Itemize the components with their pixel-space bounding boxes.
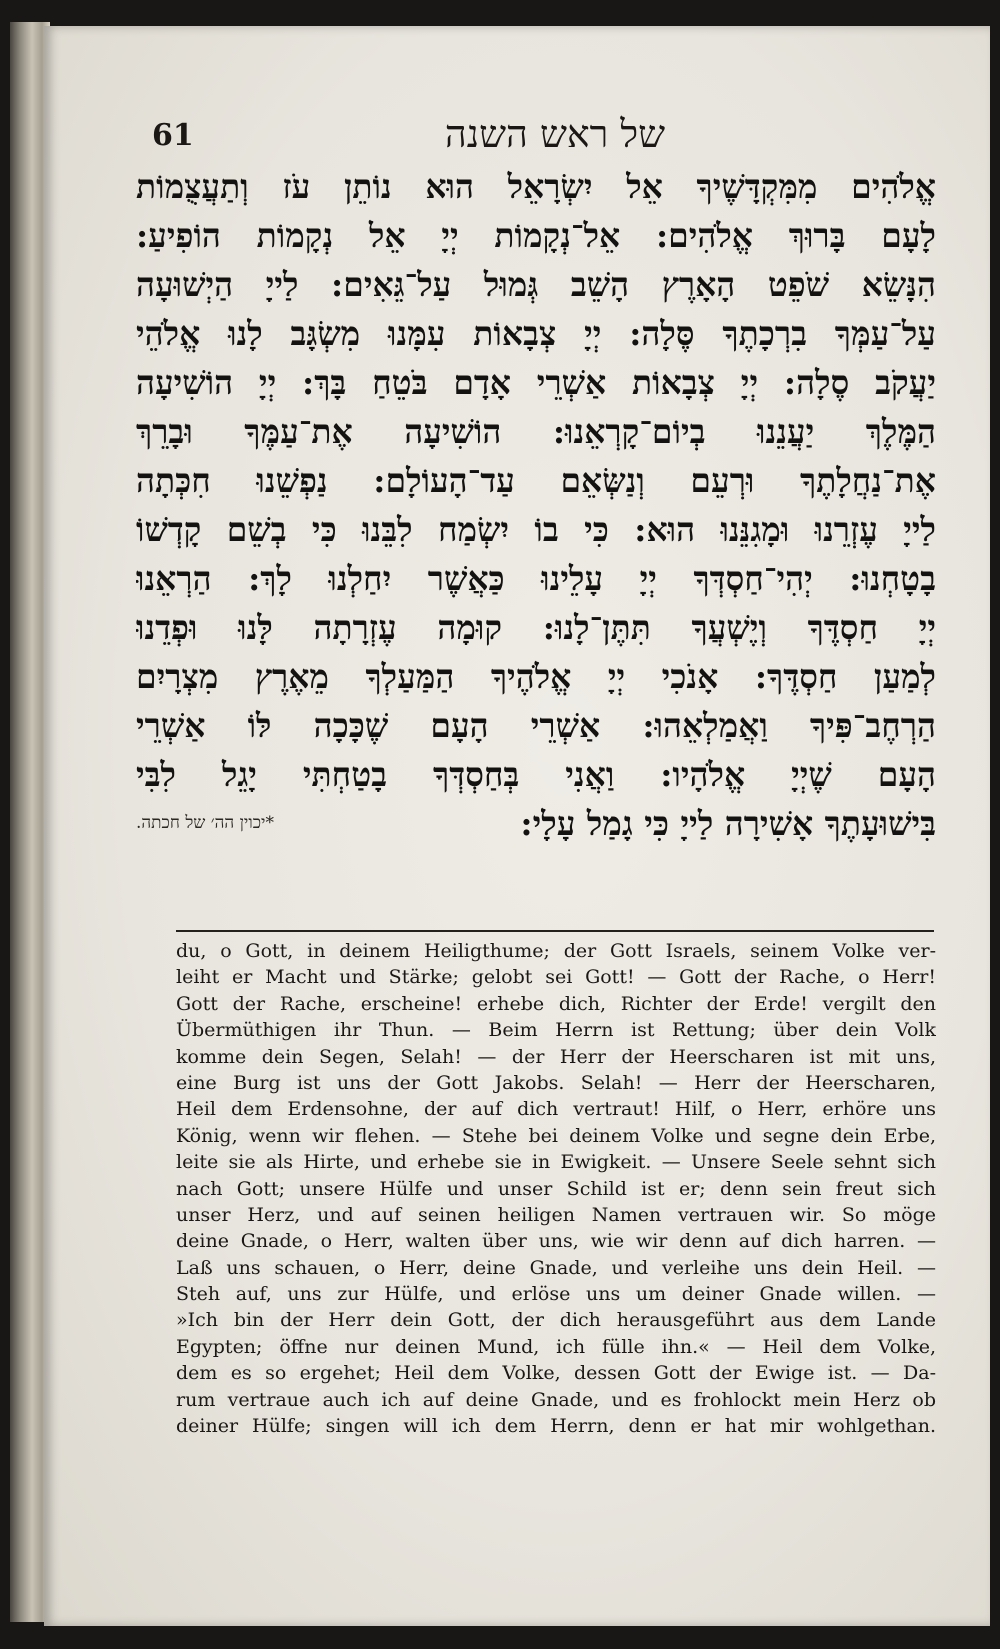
hebrew-line: אֶת־נַחֲלָתֶךָ וּרְעֵם וְנַשְּׂאֵם עַד־הָעוֹלָם: נַפְשֵׁנוּ חִכְּתָה: [136, 461, 936, 500]
german-line: eine Burg ist uns der Gott Jakobs. Selah! — Herr der Heerscharen,: [176, 1071, 936, 1094]
hebrew-line: יְיָ חַסְדֶּךָ וְיֶשְׁעֲךָ תִּתֶּן־לָנוּ: קוּמָה עֶזְרָתָה לָּנוּ וּפְדֵנוּ: [136, 608, 936, 647]
german-line: deine Gnade, o Herr, walten über uns, wie wir denn auf dich harren. —: [176, 1230, 936, 1253]
hebrew-text-block: [136, 162, 936, 848]
hebrew-line: הַמֶּלֶךְ יַעֲנֵנוּ בְיוֹם־קָרְאֵנוּ: הוֹשִׁיעָה אֶת־עַמֶּךָ וּבָרֵךְ: [136, 412, 936, 451]
german-line: rum vertraue auch ich auf deine Gnade, und es frohlockt mein Herz ob: [176, 1388, 936, 1411]
german-line: Egypten; öffne nur deinen Mund, ich fülle ihn.« — Heil dem Volke,: [176, 1335, 936, 1358]
german-line: unser Herz, und auf seinen heiligen Namen vertrauen wir. So möge: [176, 1203, 936, 1226]
hebrew-line: הַרְחֶב־פִּיךָ וַאֲמַלְאֵהוּ: אַשְׁרֵי הָעָם שֶׁכָּכָה לּוֹ אַשְׁרֵי: [136, 706, 936, 745]
footnote: *יכוין הה׳ של חכתה.: [136, 813, 275, 833]
running-head: של ראש השנה: [444, 112, 666, 156]
german-line: nach Gott; unsere Hülfe und unser Schild ist er; denn sein freut sich: [176, 1177, 936, 1200]
german-line: König, wenn wir flehen. — Stehe bei deinem Volke und segne dein Erbe,: [176, 1124, 936, 1147]
german-line: Laß uns schauen, o Herr, deine Gnade, und verleihe uns dein Heil. —: [176, 1256, 936, 1279]
german-line: Übermüthigen ihr Thun. — Beim Herrn ist Rettung; über dein Volk: [176, 1019, 936, 1042]
hebrew-line: לַייָ עֶזְרֵנוּ וּמָגִנֵּנוּ הוּא: כִּי בוֹ יִשְׂמַח לִבֵּנוּ כִּי בְשֵׁם קָדְשׁוֹ: [136, 510, 936, 549]
hebrew-line: לָעָם בָּרוּךְ אֱלֹהִים: אֵל־נְקָמוֹת יְיָ אֵל נְקָמוֹת הוֹפִיעַ:: [136, 216, 936, 255]
german-line: dem es so ergehet; Heil dem Volke, dessen Gott der Ewige ist. — Da-: [176, 1362, 936, 1385]
german-translation-block: [176, 938, 936, 1439]
german-line: Gott der Rache, erscheine! erhebe dich, Richter der Erde! vergilt den: [176, 992, 936, 1015]
hebrew-line: עַל־עַמְּךָ בִרְכָתֶךָ סֶּלָה: יְיָ צְבָאוֹת עִמָּנוּ מִשְׂגָּב לָנוּ אֱלֹהֵי: [136, 314, 936, 353]
german-line: deiner Hülfe; singen will ich dem Herrn, denn er hat mir wohlgethan.: [176, 1415, 936, 1438]
german-line: du, o Gott, in deinem Heiligthume; der Gott Israels, seinem Volke ver-: [176, 940, 936, 962]
german-line: Steh auf, uns zur Hülfe, und erlöse uns um deiner Gnade willen. —: [176, 1283, 936, 1306]
german-line: leiht er Macht und Stärke; gelobt sei Gott! — Gott der Rache, o Herr!: [176, 966, 936, 989]
german-line: Heil dem Erdensohne, der auf dich vertraut! Hilf, o Herr, erhöre uns: [176, 1098, 936, 1121]
hebrew-line: אֱלֹהִים מִמִּקְדָּשֶׁיךָ אֵל יִשְׂרָאֵל הוּא נוֹתֵן עֹז וְתַעֲצֻמוֹת: [136, 167, 936, 206]
hebrew-line: בָטָחְנוּ: יְהִי־חַסְדְּךָ יְיָ עָלֵינוּ כַּאֲשֶׁר יִחַלְנוּ לָךְ: הַרְאֵנוּ: [136, 559, 936, 598]
german-line: leite sie als Hirte, und erhebe sie in Ewigkeit. — Unsere Seele sehnt sich: [176, 1151, 936, 1174]
hebrew-line: הִנָּשֵׂא שֹׁפֵט הָאָרֶץ הָשֵׁב גְּמוּל עַל־גֵּאִים: לַייָ הַיְשׁוּעָה: [136, 265, 936, 304]
section-divider: [176, 930, 934, 932]
hebrew-line: הָעָם שֶׁיְיָ אֱלֹהָיו: וַאֲנִי בְּחַסְדְּךָ בָטַחְתִּי יָגֵל לִבִּי: [136, 755, 936, 794]
hebrew-line: בִּישׁוּעָתֶךָ אָשִׁירָה לַייָ כִּי גָמַל עָלָי:: [520, 804, 936, 843]
hebrew-line: יַעֲקֹב סֶלָה: יְיָ צְבָאוֹת אַשְׁרֵי אָדָם בֹּטֵחַ בָּךְ: יְיָ הוֹשִׁיעָה: [136, 363, 936, 402]
page-number: 61: [152, 118, 194, 153]
hebrew-last-line-row: [136, 799, 936, 848]
german-line: komme dein Segen, Selah! — der Herr der Heerscharen ist mit uns,: [176, 1045, 936, 1068]
hebrew-line: לְמַעַן חַסְדֶּךָ: אָנֹכִי יְיָ אֱלֹהֶיךָ הַמַּעַלְךָ מֵאֶרֶץ מִצְרָיִם: [136, 657, 936, 696]
german-line: »Ich bin der Herr dein Gott, der dich herausgeführt aus dem Lande: [176, 1309, 936, 1332]
